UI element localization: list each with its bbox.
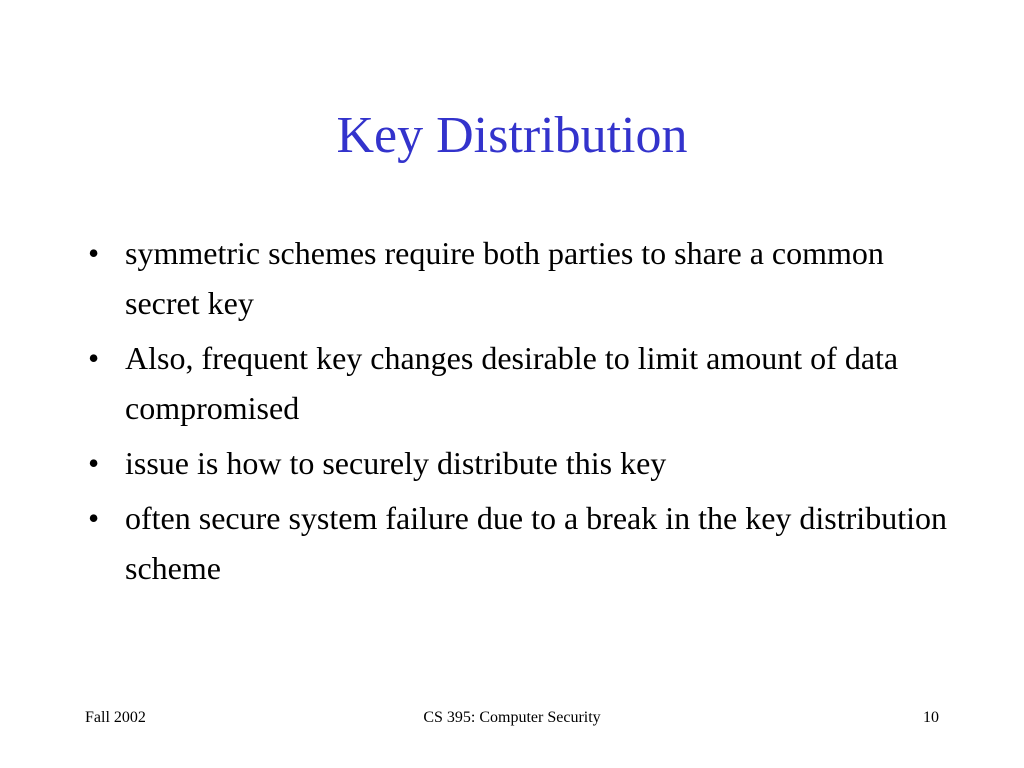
footer-page-number: 10 <box>923 709 939 726</box>
bullet-item <box>88 438 948 488</box>
bullet-list <box>88 228 948 598</box>
bullet-text: Also, frequent key changes desirable to limit amount of data compromised <box>125 340 899 426</box>
footer-date: Fall 2002 <box>85 709 146 726</box>
slide-title: Key Distribution <box>336 107 688 164</box>
bullet-icon: • <box>88 445 100 481</box>
bullet-icon: • <box>88 340 100 376</box>
bullet-text: symmetric schemes require both parties to share a common secret key <box>125 235 884 321</box>
bullet-text: often secure system failure due to a break in the key distribution scheme <box>125 500 947 586</box>
bullet-item <box>88 228 948 328</box>
bullet-icon: • <box>88 235 100 271</box>
bullet-text: issue is how to securely distribute this key <box>125 445 667 481</box>
bullet-icon: • <box>88 500 100 536</box>
bullet-item <box>88 493 948 593</box>
footer-course: CS 395: Computer Security <box>423 709 601 726</box>
bullet-item <box>88 333 948 433</box>
